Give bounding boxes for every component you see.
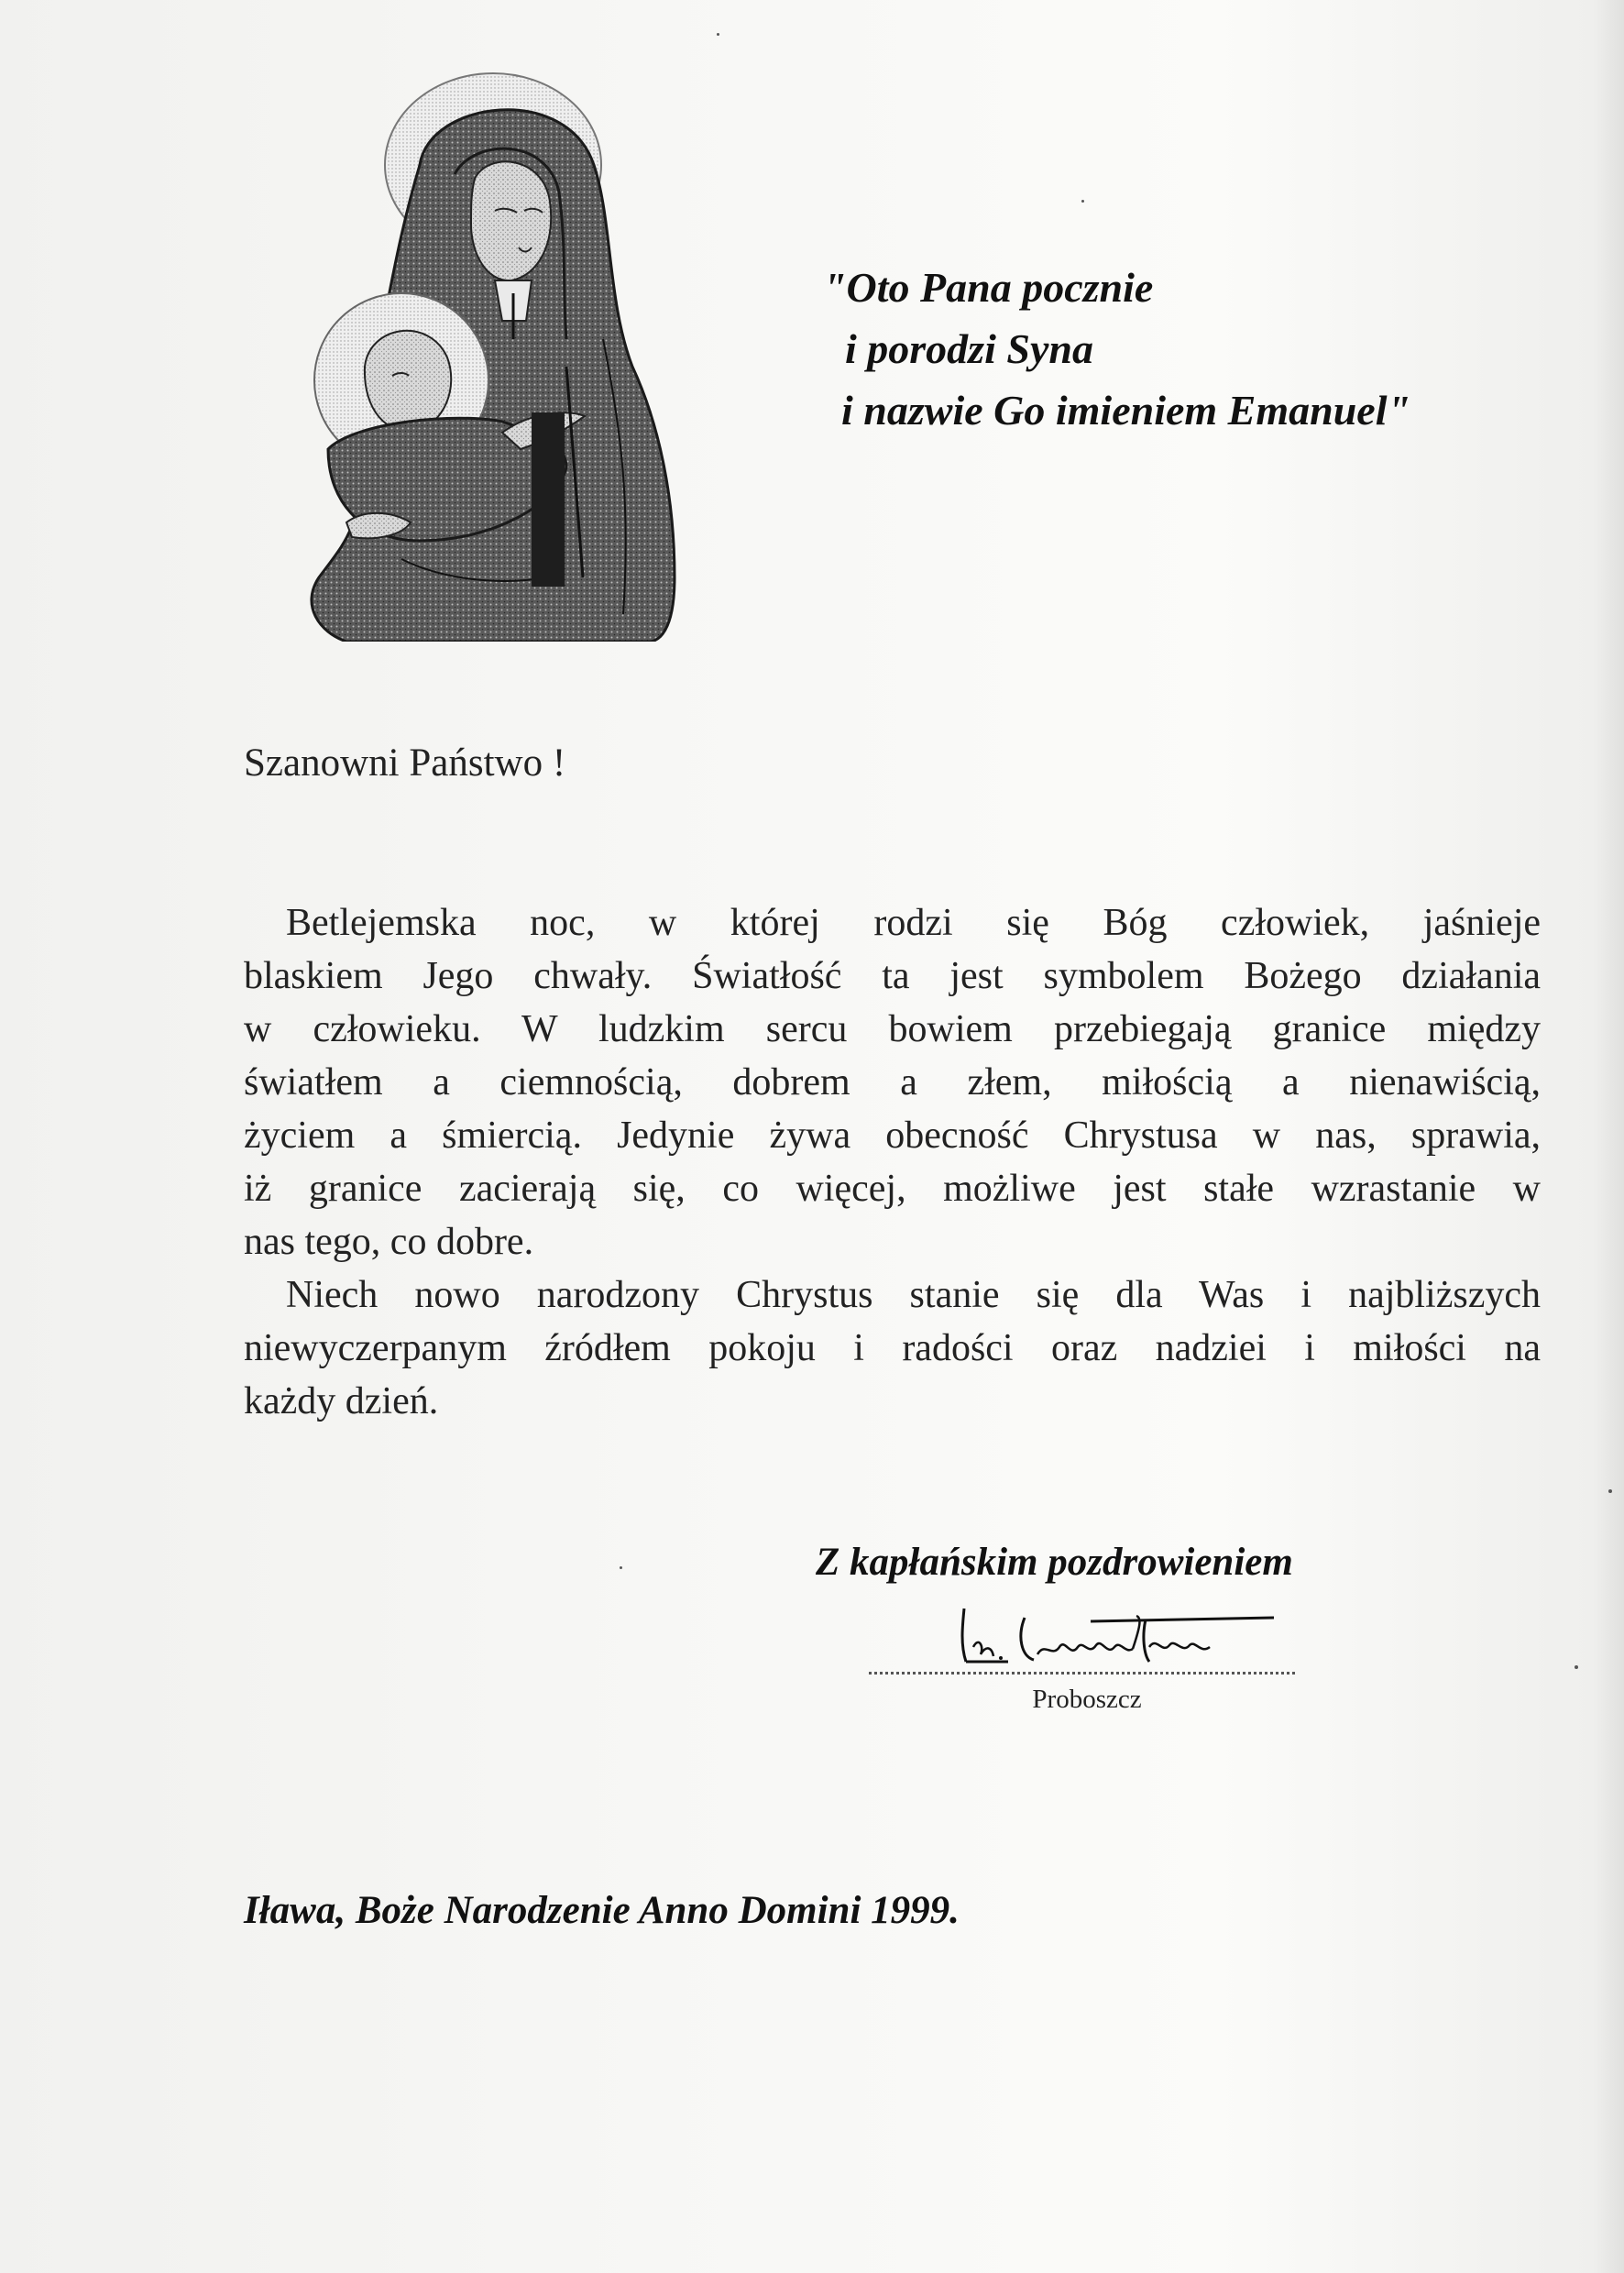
body-line: iż granice zacierają się, co więcej, możliwe jest stałe wzrastanie w (244, 1168, 1541, 1210)
quote-line: i nazwie Go imieniem Emanuel" (841, 387, 1411, 434)
body-paragraph (244, 896, 1541, 1268)
body-line: Niech nowo narodzony Chrystus stanie się dla Was i najbliższych (286, 1274, 1541, 1316)
handwritten-signature (953, 1590, 1283, 1673)
body-line: blaskiem Jego chwały. Światłość ta jest symbolem Bożego działania (244, 955, 1541, 997)
scan-speck (620, 1566, 622, 1569)
closing-greeting: Z kapłańskim pozdrowieniem (816, 1541, 1293, 1584)
body-line: Betlejemska noc, w której rodzi się Bóg człowiek, jaśnieje (286, 902, 1541, 944)
signature-title: Proboszcz (1032, 1685, 1142, 1714)
quote-line: "Oto Pana pocznie (823, 264, 1154, 311)
body-line: każdy dzień. (244, 1380, 439, 1422)
body-line: niewyczerpanym źródłem pokoju i radości oraz nadziei i miłości na (244, 1327, 1541, 1369)
body-line: życiem a śmiercią. Jedynie żywa obecność Chrystusa w nas, sprawia, (244, 1115, 1541, 1157)
body-paragraph (244, 1268, 1541, 1428)
body-line: w człowieku. W ludzkim sercu bowiem przebiegają granice między (244, 1008, 1541, 1050)
letter-body (244, 896, 1541, 1428)
scripture-quote (823, 257, 1410, 441)
signature-line (869, 1672, 1295, 1675)
scan-speck (1081, 200, 1084, 203)
quote-line: i porodzi Syna (845, 325, 1093, 372)
scan-speck (1575, 1665, 1578, 1669)
salutation: Szanowni Państwo ! (244, 741, 566, 785)
place-and-date: Iława, Boże Narodzenie Anno Domini 1999. (244, 1889, 960, 1932)
paper-edge-shadow (1593, 0, 1624, 2273)
body-line: światłem a ciemnością, dobrem a złem, miłością a nienawiścią, (244, 1061, 1541, 1104)
scan-speck (1608, 1489, 1612, 1493)
scan-speck (717, 33, 719, 36)
body-line: nas tego, co dobre. (244, 1221, 534, 1263)
madonna-and-child-illustration (291, 64, 695, 642)
